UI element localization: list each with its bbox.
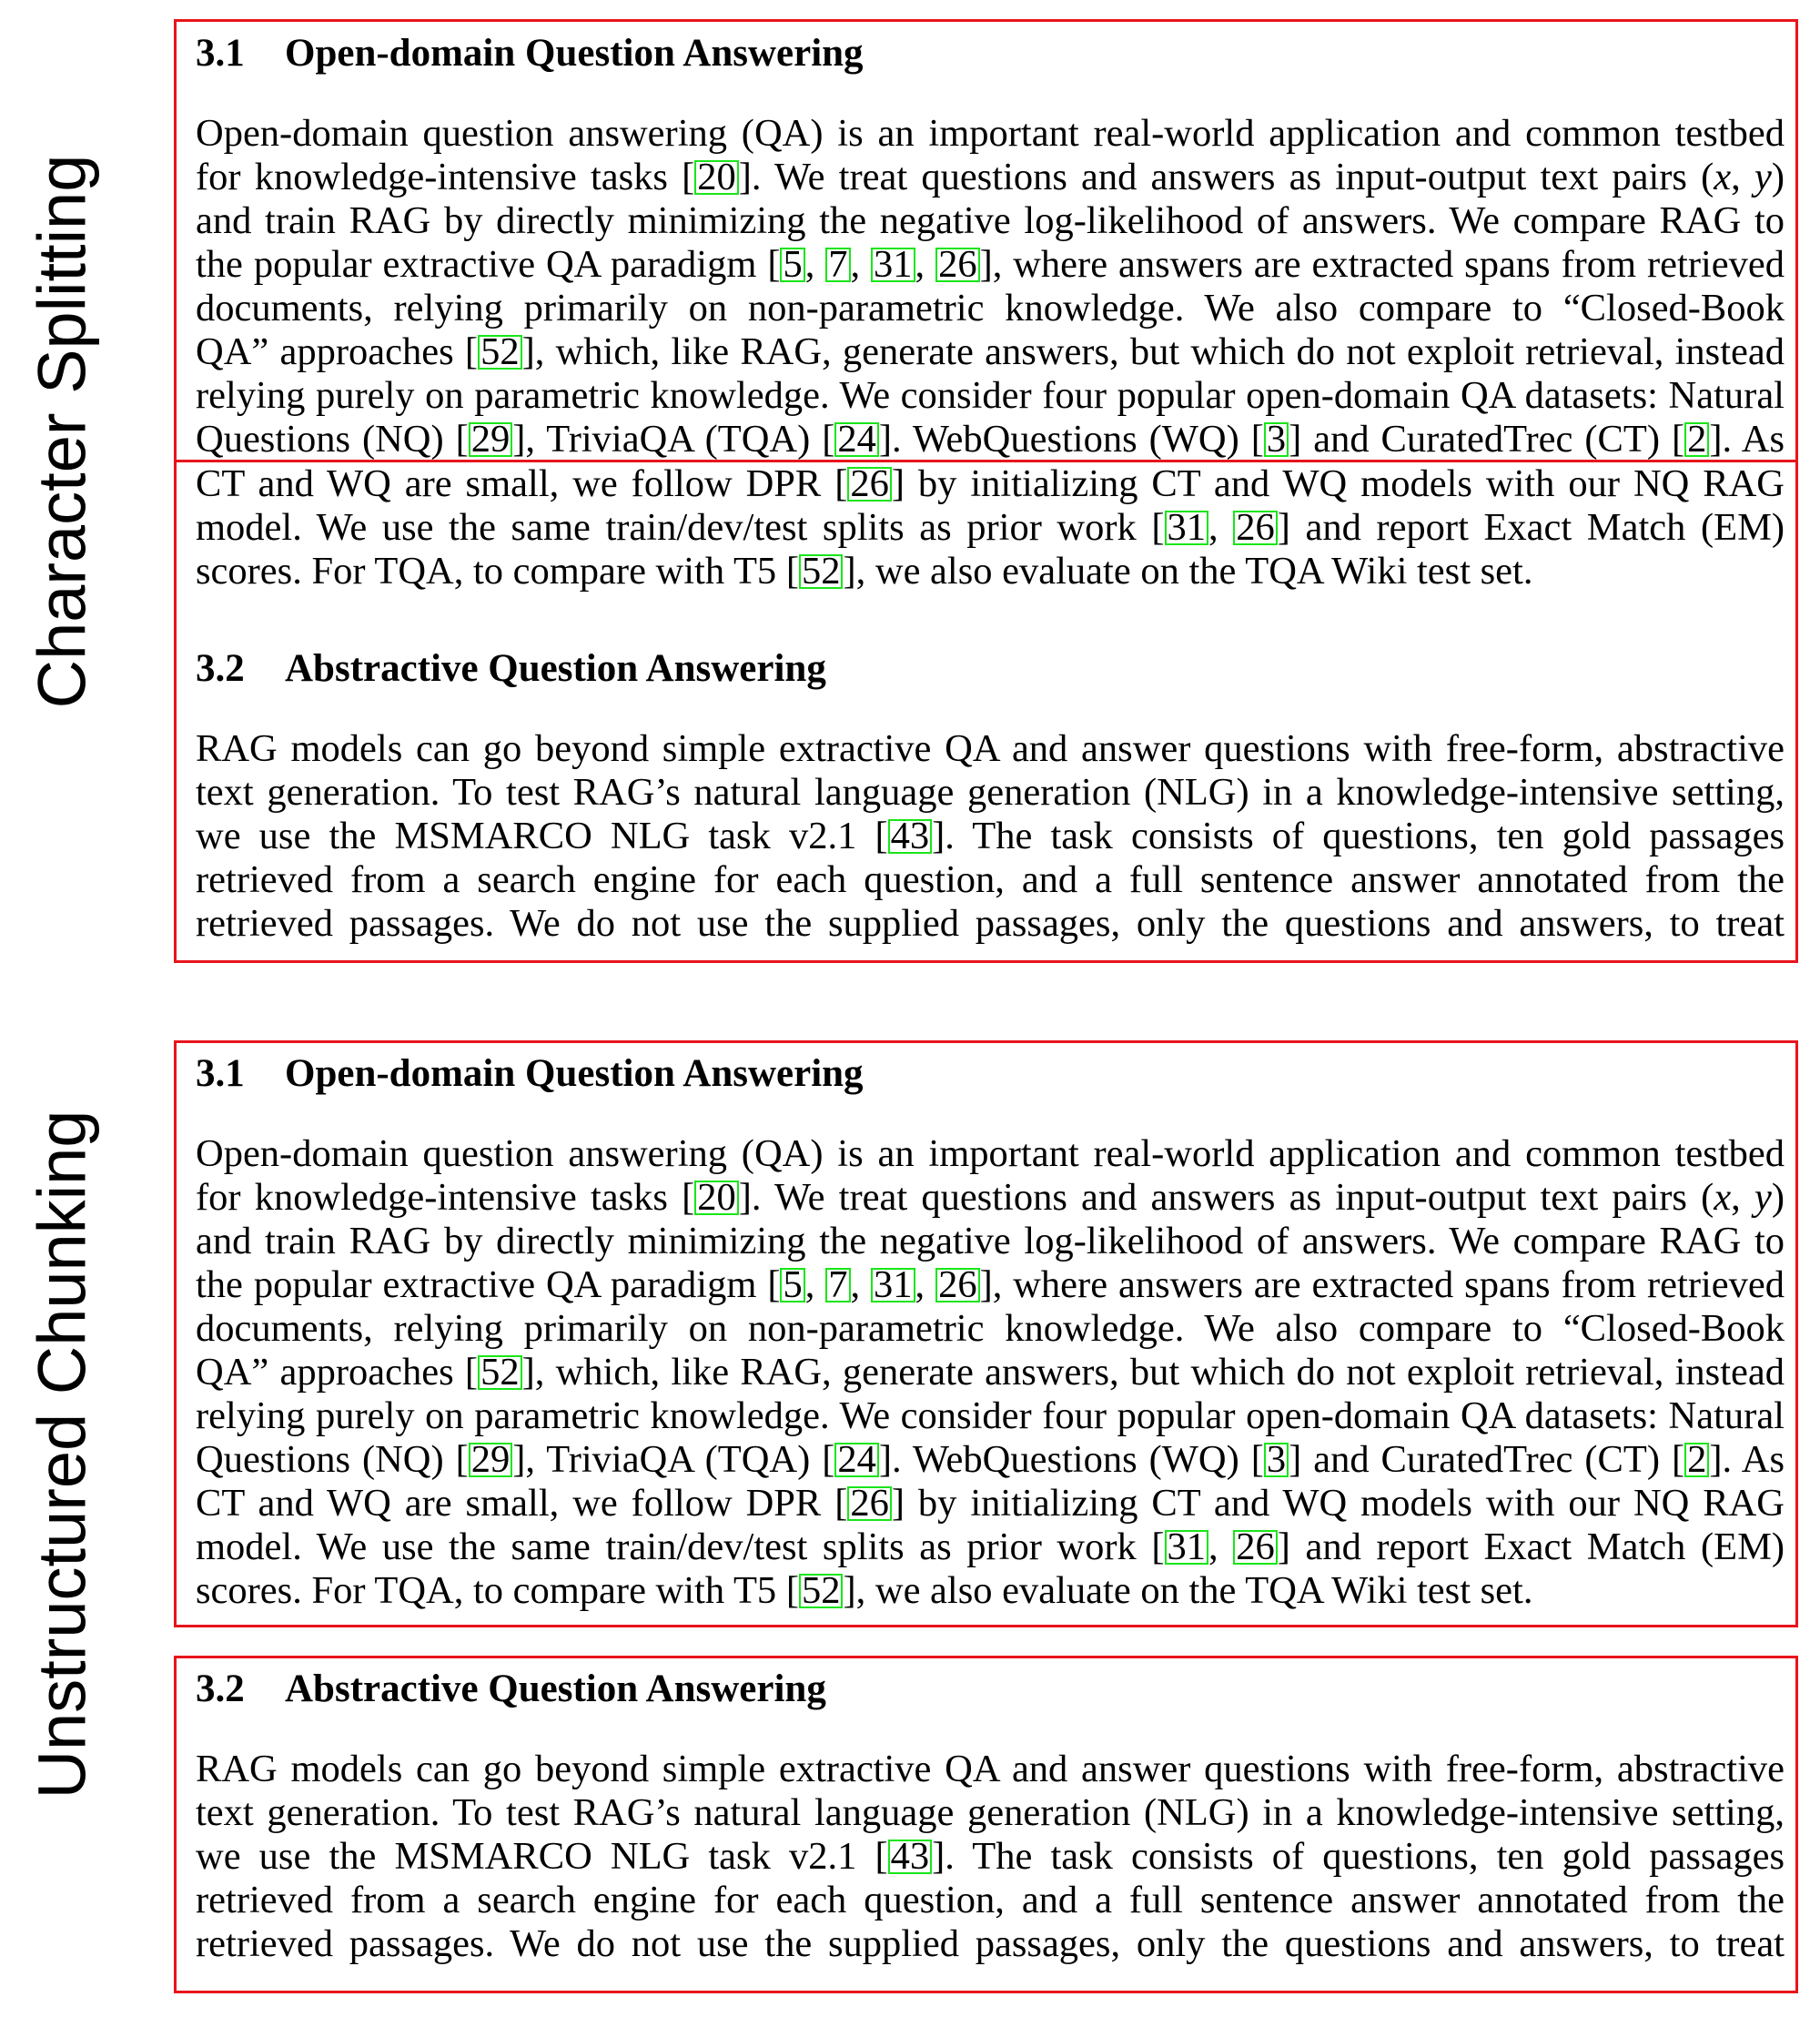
citation-link[interactable]: 31 [871,1268,915,1302]
citation-link[interactable]: 20 [694,1181,739,1215]
text-line: documents, relying primarily on non-parametric knowledge. We also compare to “Closed-Book [196,1307,1785,1350]
citation-link[interactable]: 26 [1233,511,1278,545]
citation-link[interactable]: 52 [478,335,522,370]
text-line: QA” approaches [52], which, like RAG, generate answers, but which do not exploit retrieval, instead [196,1351,1785,1394]
text-line: Open-domain question answering (QA) is an important real-world application and common testbed [196,112,1785,155]
method-label-character-splitting: Character Splitting [24,154,100,709]
text-line: relying purely on parametric knowledge. We consider four popular open-domain QA datasets: Natural [196,1394,1785,1437]
section-number: 3.1 [196,32,245,75]
citation-link[interactable]: 26 [847,1486,892,1521]
text-line: text generation. To test RAG’s natural language generation (NLG) in a knowledge-intensive setting, [196,771,1785,814]
chunk-box [174,1656,1798,1993]
section-title: Open-domain Question Answering [285,1052,864,1095]
section-title: Abstractive Question Answering [285,647,826,690]
paragraph [196,112,1785,461]
section-number: 3.1 [196,1052,245,1095]
text-line: relying purely on parametric knowledge. We consider four popular open-domain QA datasets: Natural [196,374,1785,417]
citation-link[interactable]: 52 [478,1355,522,1390]
section-number: 3.2 [196,647,245,690]
section-heading [196,1667,1785,1711]
section-title: Open-domain Question Answering [285,32,864,75]
text-line: model. We use the same train/dev/test splits as prior work [31, 26] and report Exact Match (EM) [196,506,1785,549]
citation-link[interactable]: 43 [888,819,933,854]
citation-link[interactable]: 29 [469,1443,513,1477]
citation-link[interactable]: 52 [799,1574,844,1608]
text-line: for knowledge-intensive tasks [20]. We treat questions and answers as input-output text pairs (x, y) [196,156,1785,198]
citation-link[interactable]: 26 [847,467,892,502]
citation-link[interactable]: 26 [935,248,980,282]
chunk-box [174,1040,1798,1627]
citation-link[interactable]: 2 [1684,422,1709,457]
paragraph [196,462,1785,593]
text-line: Open-domain question answering (QA) is an important real-world application and common testbed [196,1132,1785,1175]
method-label-unstructured-chunking: Unstructured Chunking [24,1110,100,1799]
text-line: Questions (NQ) [29], TriviaQA (TQA) [24]. WebQuestions (WQ) [3] and CuratedTrec (CT) [2]. As [196,418,1785,461]
section-heading [196,32,1785,76]
text-line: scores. For TQA, to compare with T5 [52], we also evaluate on the TQA Wiki test set. [196,1569,1533,1612]
text-line: the popular extractive QA paradigm [5, 7, 31, 26], where answers are extracted spans from retrieved [196,243,1785,286]
text-line: we use the MSMARCO NLG task v2.1 [43]. The task consists of questions, ten gold passages [196,815,1785,857]
citation-link[interactable]: 5 [780,1268,804,1302]
section-title: Abstractive Question Answering [285,1667,826,1710]
text-line: documents, relying primarily on non-parametric knowledge. We also compare to “Closed-Book [196,287,1785,329]
paragraph [196,1132,1785,1613]
citation-link[interactable]: 31 [1165,511,1209,545]
text-line: CT and WQ are small, we follow DPR [26] by initializing CT and WQ models with our NQ RAG [196,462,1785,505]
citation-link[interactable]: 7 [825,1268,850,1302]
citation-link[interactable]: 52 [799,554,844,589]
text-line: Questions (NQ) [29], TriviaQA (TQA) [24]. WebQuestions (WQ) [3] and CuratedTrec (CT) [2]. As [196,1438,1785,1481]
citation-link[interactable]: 5 [780,248,804,282]
text-line: scores. For TQA, to compare with T5 [52], we also evaluate on the TQA Wiki test set. [196,550,1533,593]
citation-link[interactable]: 3 [1264,422,1289,457]
text-line: RAG models can go beyond simple extractive QA and answer questions with free-form, abstractive [196,727,1785,770]
text-line: retrieved from a search engine for each question, and a full sentence answer annotated from the [196,858,1785,901]
text-line: and train RAG by directly minimizing the negative log-likelihood of answers. We compare RAG to [196,1220,1785,1262]
citation-link[interactable]: 2 [1684,1443,1709,1477]
text-line: the popular extractive QA paradigm [5, 7, 31, 26], where answers are extracted spans from retrieved [196,1263,1785,1306]
text-line: we use the MSMARCO NLG task v2.1 [43]. The task consists of questions, ten gold passages [196,1835,1785,1878]
chunk-box [174,19,1798,462]
section-heading [196,647,1785,691]
text-line: RAG models can go beyond simple extractive QA and answer questions with free-form, abstractive [196,1748,1785,1790]
paragraph [196,1748,1785,1966]
citation-link[interactable]: 20 [694,160,739,195]
text-line: retrieved passages. We do not use the supplied passages, only the questions and answers, to treat [196,1922,1785,1965]
text-line: model. We use the same train/dev/test splits as prior work [31, 26] and report Exact Match (EM) [196,1525,1785,1568]
citation-link[interactable]: 31 [871,248,915,282]
text-line: retrieved from a search engine for each question, and a full sentence answer annotated from the [196,1879,1785,1921]
citation-link[interactable]: 29 [469,422,513,457]
section-heading [196,1052,1785,1096]
text-line: retrieved passages. We do not use the supplied passages, only the questions and answers, to treat [196,902,1785,945]
citation-link[interactable]: 43 [888,1840,933,1874]
citation-link[interactable]: 26 [935,1268,980,1302]
chunk-box [174,460,1798,963]
text-line: for knowledge-intensive tasks [20]. We treat questions and answers as input-output text pairs (x, y) [196,1176,1785,1219]
text-line: CT and WQ are small, we follow DPR [26] by initializing CT and WQ models with our NQ RAG [196,1482,1785,1525]
section-number: 3.2 [196,1667,245,1710]
citation-link[interactable]: 31 [1165,1530,1209,1565]
paragraph [196,727,1785,946]
citation-link[interactable]: 7 [825,248,850,282]
text-line: and train RAG by directly minimizing the negative log-likelihood of answers. We compare RAG to [196,199,1785,242]
text-line: QA” approaches [52], which, like RAG, generate answers, but which do not exploit retrieval, instead [196,330,1785,373]
citation-link[interactable]: 24 [834,1443,879,1477]
text-line: text generation. To test RAG’s natural language generation (NLG) in a knowledge-intensive setting, [196,1791,1785,1834]
citation-link[interactable]: 24 [834,422,879,457]
citation-link[interactable]: 26 [1233,1530,1278,1565]
citation-link[interactable]: 3 [1264,1443,1289,1477]
